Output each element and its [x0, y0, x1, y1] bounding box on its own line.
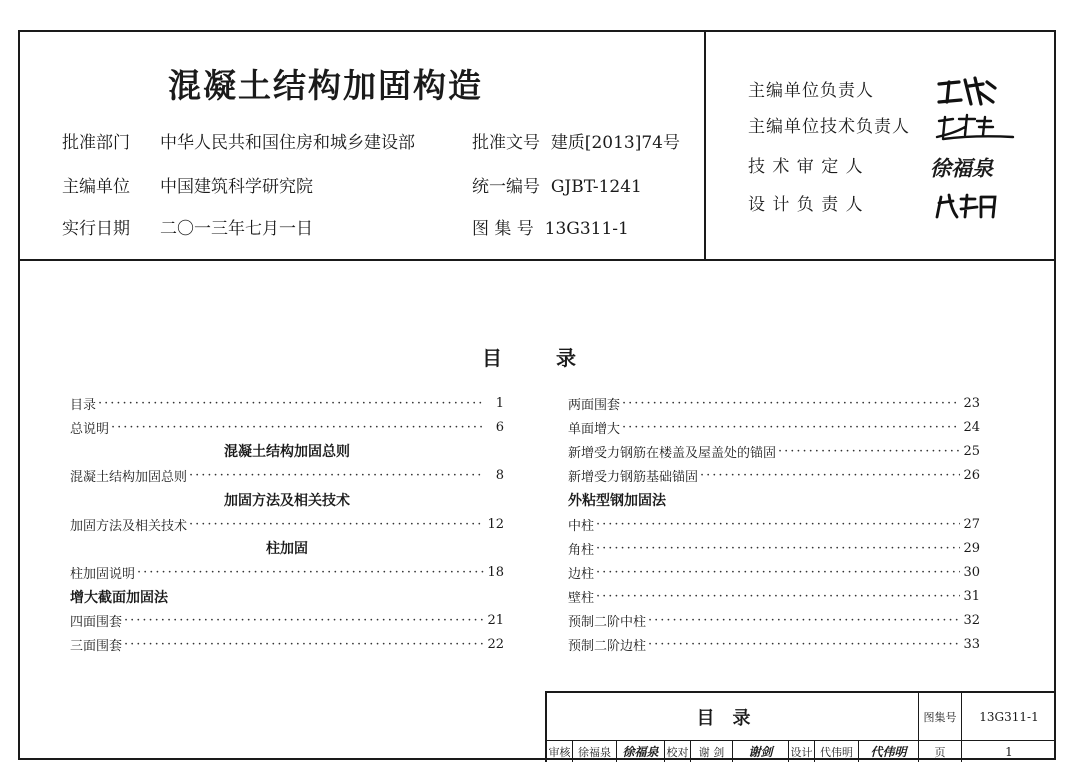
toc-entry[interactable] — [70, 633, 504, 657]
toc-entry-page: 21 — [487, 613, 504, 629]
handwritten-signature — [935, 191, 1001, 221]
toc-section-heading: 加固方法及相关技术 — [224, 492, 350, 509]
toc-entry-text: 两面围套 — [568, 397, 621, 413]
checker-name: 谢 剑 — [691, 741, 733, 762]
toc-entry-page: 8 — [495, 468, 504, 484]
toc-entry-text: 加固方法及相关技术 — [70, 518, 188, 534]
toc-entry[interactable] — [568, 415, 980, 439]
reviewer-signature: 徐福泉 — [617, 741, 665, 762]
toc-entry-page: 29 — [963, 540, 980, 556]
handwritten-signature — [935, 113, 1015, 143]
info-row-unified-no — [472, 172, 642, 197]
leader-dots — [594, 565, 960, 580]
toc-entry[interactable] — [568, 464, 980, 488]
toc-entry-page: 25 — [963, 443, 980, 459]
toc-entry-page: 31 — [963, 589, 980, 605]
signature-row — [748, 112, 1015, 143]
leader-dots — [135, 565, 484, 580]
leader-dots — [646, 637, 960, 652]
toc-entry-text: 预制二阶边柱 — [568, 639, 647, 655]
toc-entry[interactable] — [568, 633, 980, 657]
toc-entry-page: 26 — [963, 468, 980, 484]
title-block-name: 目录 — [547, 693, 919, 741]
reviewer-name: 徐福泉 — [573, 741, 617, 762]
toc-entry[interactable] — [70, 415, 504, 439]
toc-entry-text: 柱加固说明 — [70, 566, 136, 582]
toc-column-left — [70, 391, 504, 657]
info-label: 统一编号 — [472, 177, 540, 197]
cover-header — [20, 32, 1054, 261]
signature-name: 徐福泉 — [930, 155, 993, 181]
info-label: 图 集 号 — [472, 219, 534, 239]
toc-entry[interactable] — [568, 391, 980, 415]
leader-dots — [646, 613, 960, 628]
info-label: 批准部门 — [62, 133, 130, 153]
toc-entry-page: 1 — [495, 395, 504, 411]
designer-signature: 代伟明 — [870, 745, 907, 759]
signature-role: 设 计 负 责 人 — [748, 195, 864, 215]
toc-entry-text: 四面围套 — [70, 615, 123, 631]
toc-entry-text: 混凝土结构加固总则 — [70, 470, 188, 486]
toc-entry-text: 壁柱 — [568, 591, 595, 607]
signature-row — [748, 190, 1001, 221]
title-block-signatures — [547, 741, 919, 762]
leader-dots — [620, 396, 960, 411]
leader-dots — [776, 444, 960, 459]
toc-entry-page: 12 — [487, 516, 504, 532]
toc-entry[interactable] — [568, 585, 980, 609]
leader-dots — [187, 468, 484, 483]
handwritten-signature — [935, 74, 999, 108]
leader-dots — [620, 420, 960, 435]
toc-entry-page: 6 — [495, 419, 504, 435]
toc-entry-page: 27 — [963, 516, 980, 532]
toc-entry[interactable] — [70, 560, 504, 584]
toc-entry[interactable] — [70, 512, 504, 536]
info-value: 二〇一三年七月一日 — [160, 219, 313, 239]
toc-entry[interactable] — [70, 609, 504, 633]
toc-entry[interactable] — [568, 439, 980, 463]
signature-row — [748, 74, 999, 108]
leader-dots — [96, 396, 484, 411]
toc-entry-page: 22 — [487, 637, 504, 653]
signature-row — [748, 152, 993, 183]
toc-subsection-heading: 外粘型钢加固法 — [568, 492, 666, 509]
toc-section-heading: 柱加固 — [266, 541, 308, 558]
leader-dots — [122, 613, 484, 628]
checker-signature: 谢剑 — [733, 741, 789, 762]
info-value: 中国建筑科学研究院 — [160, 177, 313, 197]
toc-entry-page: 30 — [963, 564, 980, 580]
info-value: GJBT-1241 — [550, 177, 642, 197]
design-label: 设计 — [789, 741, 815, 762]
toc-entry[interactable] — [568, 609, 980, 633]
info-label: 主编单位 — [62, 177, 130, 197]
info-row-effective-date — [62, 214, 313, 239]
review-label: 审核 — [547, 741, 573, 762]
toc-entry-page: 18 — [487, 564, 504, 580]
info-value: 13G311-1 — [544, 219, 629, 239]
leader-dots — [187, 517, 484, 532]
leader-dots — [122, 637, 484, 652]
toc-entry-text: 新增受力钢筋基础锚固 — [568, 470, 699, 486]
toc-entry[interactable] — [568, 536, 980, 560]
toc-entry-page: 23 — [963, 395, 980, 411]
signature-role: 主编单位负责人 — [748, 80, 874, 101]
info-label: 批准文号 — [472, 133, 540, 153]
drawing-frame — [18, 30, 1056, 760]
toc-entry-text: 总说明 — [70, 421, 110, 437]
toc-entry-text: 角柱 — [568, 542, 595, 558]
toc-entry-text: 三面围套 — [70, 639, 123, 655]
toc-entry-text: 单面增大 — [568, 421, 621, 437]
info-value: 建质[2013]74号 — [550, 133, 680, 153]
signature-role: 技 术 审 定 人 — [748, 157, 864, 177]
toc-subsection-heading: 增大截面加固法 — [70, 589, 168, 606]
page-label: 页 — [919, 741, 962, 762]
toc-entry[interactable] — [568, 560, 980, 584]
toc-entry-text: 新增受力钢筋在楼盖及屋盖处的锚固 — [568, 445, 777, 461]
info-row-approval-no — [472, 128, 680, 153]
toc-entry-text: 目录 — [70, 397, 97, 413]
toc-entry-page: 33 — [963, 637, 980, 653]
toc-entry-page: 24 — [963, 419, 980, 435]
atlas-title: 混凝土结构加固构造 — [168, 66, 483, 105]
info-value: 中华人民共和国住房和城乡建设部 — [160, 133, 415, 153]
toc-column-right — [568, 391, 980, 657]
designer-name: 代伟明 — [815, 741, 859, 762]
info-row-approval-dept — [62, 128, 415, 153]
toc-entry-page: 32 — [963, 613, 980, 629]
toc-entry-text: 边柱 — [568, 566, 595, 582]
atlas-no-label: 图集号 — [919, 693, 962, 741]
toc-entry[interactable] — [70, 391, 504, 415]
leader-dots — [698, 468, 960, 483]
header-info-panel — [20, 32, 706, 259]
info-label: 实行日期 — [62, 219, 130, 239]
toc-section-heading: 混凝土结构加固总则 — [224, 444, 350, 461]
title-block — [545, 691, 1056, 762]
toc-entry-text: 中柱 — [568, 518, 595, 534]
leader-dots — [109, 420, 484, 435]
toc-entry[interactable] — [70, 464, 504, 488]
info-row-atlas-no — [472, 214, 629, 239]
toc-entry[interactable] — [568, 512, 980, 536]
signature-panel — [708, 32, 1054, 259]
toc-entry-text: 预制二阶中柱 — [568, 615, 647, 631]
atlas-no-value: 13G311-1 — [962, 693, 1056, 741]
page-number: 1 — [1005, 744, 1013, 759]
toc-title: 目录 — [482, 346, 630, 370]
check-label: 校对 — [665, 741, 691, 762]
signature-role: 主编单位技术负责人 — [748, 117, 910, 137]
leader-dots — [594, 517, 960, 532]
leader-dots — [594, 589, 960, 604]
info-row-editor-unit — [62, 172, 313, 197]
leader-dots — [594, 541, 960, 556]
